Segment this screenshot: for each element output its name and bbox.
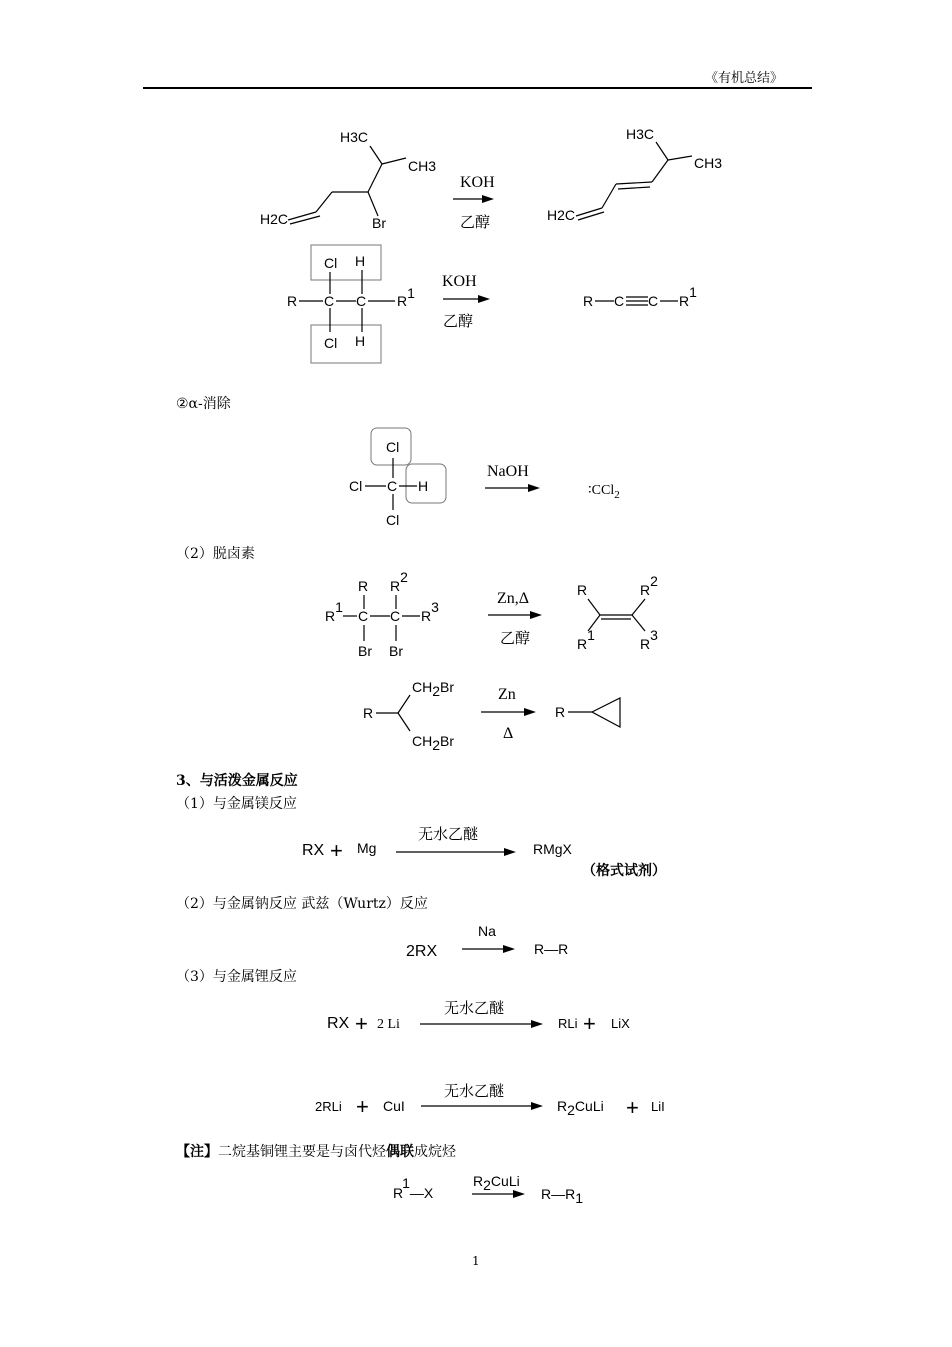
mg-metal: Mg xyxy=(357,840,377,856)
cu-product1: R2CuLi xyxy=(557,1098,604,1118)
dhb-reagent: Zn xyxy=(498,686,516,703)
dh-r-top: R xyxy=(358,578,369,594)
note-bold: 偶联 xyxy=(386,1144,414,1160)
li-plus2: + xyxy=(583,1011,596,1036)
r2-r-left: R xyxy=(287,293,298,309)
dhp-r: R xyxy=(577,582,588,598)
mg-scheme xyxy=(0,820,952,880)
r1-br-label: Br xyxy=(372,215,386,231)
na-reactant: 2RX xyxy=(406,943,438,960)
na-heading: （2）与金属钠反应 武兹（Wurtz）反应 xyxy=(176,896,428,912)
r2-c2: C xyxy=(356,293,367,309)
li-scheme xyxy=(0,995,952,1045)
coupling-scheme xyxy=(0,1168,952,1218)
reaction1-product xyxy=(547,126,722,223)
header-title: 《有机总结》 xyxy=(705,71,784,86)
grignard-note: （格式试剂） xyxy=(582,863,666,879)
cu-reactant2: CuI xyxy=(383,1098,405,1114)
dhb-product-r: R xyxy=(555,704,566,720)
cu-plus2: + xyxy=(626,1095,639,1120)
dhp-r1: R1 xyxy=(577,627,595,652)
li-plus: + xyxy=(355,1011,368,1036)
na-product: R—R xyxy=(534,941,569,957)
section3-heading: 3、与活泼金属反应 xyxy=(176,773,298,789)
dh-r2-top: R2 xyxy=(390,569,408,594)
r2-c1: C xyxy=(324,293,335,309)
r1-reagent: KOH xyxy=(460,174,495,191)
r2p-c2: C xyxy=(648,293,659,309)
r1-ch3-label: CH3 xyxy=(408,158,437,174)
dh-r3: R3 xyxy=(421,599,439,624)
alpha-cl-bottom: Cl xyxy=(386,512,400,528)
coupling-product: R—R1 xyxy=(541,1186,584,1206)
li-product1: RLi xyxy=(558,1016,578,1031)
coupling-reagent: R2CuLi xyxy=(473,1173,520,1193)
dh-reagent: Zn,Δ xyxy=(497,590,530,607)
r2-solvent: 乙醇 xyxy=(443,312,474,330)
dh-r1: R1 xyxy=(325,599,343,624)
dhp-r3: R3 xyxy=(640,627,658,652)
cyclopropane-ring xyxy=(592,698,620,727)
dh-br2: Br xyxy=(389,643,403,659)
mg-plus: + xyxy=(330,838,343,863)
page-number: 1 xyxy=(472,1254,480,1268)
mg-solvent: 无水乙醚 xyxy=(418,825,479,843)
na-scheme xyxy=(0,918,952,968)
mg-reactant: RX xyxy=(302,842,325,859)
note-bracket: 【注】 xyxy=(176,1144,218,1160)
dhb-ch2br-top: CH2Br xyxy=(412,679,455,699)
dhp-r2: R2 xyxy=(640,573,658,598)
li-reactant: RX xyxy=(327,1015,350,1032)
box-top xyxy=(311,245,381,280)
dh-br1: Br xyxy=(358,643,372,659)
r1p-h2c-label: H2C xyxy=(547,207,576,223)
cu-reactant1: 2RLi xyxy=(315,1099,342,1114)
alpha-reagent: NaOH xyxy=(487,463,529,480)
r1-solvent: 乙醇 xyxy=(460,213,491,231)
note-text-before: 二烷基铜锂主要是与卤代烃 xyxy=(218,1144,386,1160)
reaction1-reactant xyxy=(260,129,436,231)
r2-cl-bottom: Cl xyxy=(324,335,338,351)
li-solvent: 无水乙醚 xyxy=(444,999,505,1017)
na-metal: Na xyxy=(478,923,496,939)
dhb-condition: Δ xyxy=(503,725,514,742)
alpha-elimination-heading: ②α-消除 xyxy=(176,396,231,412)
alpha-elimination-scheme xyxy=(0,420,952,540)
li-metal: 2 Li xyxy=(377,1017,400,1032)
r1-h2c-label: H2C xyxy=(260,211,289,227)
r1p-ch3-label: CH3 xyxy=(694,155,723,171)
r2-cl-top: Cl xyxy=(324,255,338,271)
box-bottom xyxy=(311,325,381,363)
dhb-r: R xyxy=(363,705,374,721)
li-heading: （3）与金属锂反应 xyxy=(176,969,297,985)
dh-product xyxy=(577,573,658,652)
r1p-h3c-label: H3C xyxy=(626,126,655,142)
alpha-cl-left: Cl xyxy=(349,478,363,494)
r2-h-bottom: H xyxy=(355,333,366,349)
mg-product: RMgX xyxy=(533,841,572,857)
header-rule xyxy=(143,87,812,89)
cu-scheme xyxy=(0,1078,952,1128)
reaction2-product xyxy=(583,284,697,309)
dh-c2: C xyxy=(390,608,401,624)
alpha-product: ∶CCl$_2$ xyxy=(588,483,620,501)
r2p-r: R xyxy=(583,293,594,309)
coupling-reactant: R1—X xyxy=(393,1175,434,1201)
note-text-after: 成烷烃 xyxy=(414,1144,456,1160)
dehalogenation-heading: （2）脱卤素 xyxy=(176,546,255,562)
dh-solvent: 乙醇 xyxy=(500,629,531,647)
dehalogenation-scheme-a xyxy=(0,565,952,675)
alpha-cl-top: Cl xyxy=(386,439,400,455)
r2-h-top: H xyxy=(355,253,366,269)
r2p-c1: C xyxy=(614,293,625,309)
cu-plus: + xyxy=(356,1094,369,1119)
r1-h3c-label: H3C xyxy=(340,129,369,145)
cu-product2: LiI xyxy=(651,1099,665,1114)
li-product2: LiX xyxy=(611,1016,630,1031)
alpha-h: H xyxy=(418,478,429,494)
coupling-note xyxy=(176,1143,456,1161)
alpha-c: C xyxy=(387,478,398,494)
dhb-ch2br-bottom: CH2Br xyxy=(412,733,455,753)
reaction2-scheme xyxy=(0,240,952,370)
cu-solvent: 无水乙醚 xyxy=(444,1082,505,1100)
dh-c1: C xyxy=(358,608,369,624)
r2p-r1: R1 xyxy=(679,284,697,309)
mg-heading: （1）与金属镁反应 xyxy=(176,796,297,812)
dehalogenation-scheme-b xyxy=(0,675,952,755)
r2-reagent: KOH xyxy=(442,273,477,290)
r2-r1: R1 xyxy=(397,285,415,309)
